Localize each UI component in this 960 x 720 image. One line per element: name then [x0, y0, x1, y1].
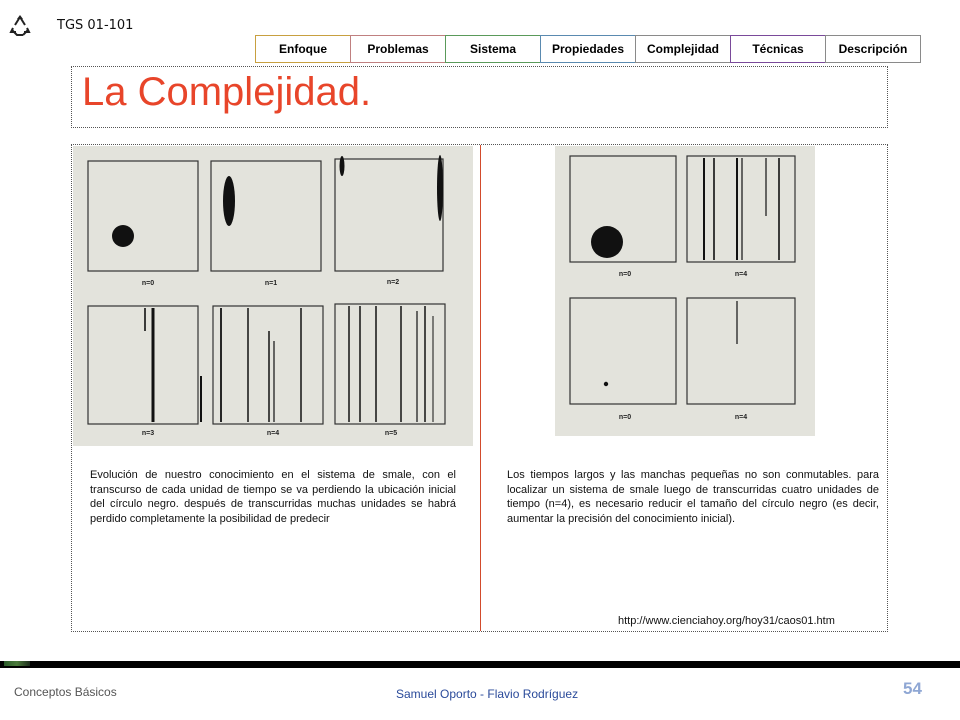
- column-divider: [480, 145, 481, 631]
- page-title: La Complejidad.: [82, 70, 372, 114]
- tab-tecnicas[interactable]: Técnicas: [730, 35, 826, 63]
- figure-label: n=4: [734, 414, 748, 421]
- footer-accent: [4, 661, 30, 666]
- figure-label: n=2: [386, 279, 400, 286]
- footer-authors: Samuel Oporto - Flavio Rodríguez: [396, 687, 579, 701]
- source-link[interactable]: http://www.cienciahoy.org/hoy31/caos01.htm: [618, 615, 835, 627]
- course-code: TGS 01-101: [57, 18, 134, 33]
- figure-label: n=4: [734, 271, 748, 278]
- figure-label: n=3: [141, 430, 155, 437]
- figure-label: n=1: [264, 280, 278, 287]
- precision-comparison-figure: [555, 146, 815, 436]
- figure-label: n=5: [384, 430, 398, 437]
- smale-evolution-figure: [73, 146, 473, 446]
- right-description: Los tiempos largos y las manchas pequeñas no son conmutables. para localizar un sistema de smale luego de transcurridas cuatro unidades de tiempo (n=4), es necesario reducir el tamaño del círculo negro (es decir, aumentar la precisión del conocimiento inicial).: [507, 469, 879, 525]
- stretched-ellipse: [223, 176, 235, 226]
- tab-propiedades[interactable]: Propiedades: [540, 35, 636, 63]
- figure-label: n=0: [618, 271, 632, 278]
- tab-descripcion[interactable]: Descripción: [825, 35, 921, 63]
- black-circle: [112, 225, 134, 247]
- figure-label: n=4: [266, 430, 280, 437]
- figure-label: n=0: [141, 280, 155, 287]
- page-number: 54: [903, 679, 922, 698]
- figure-label: n=0: [618, 414, 632, 421]
- tab-sistema[interactable]: Sistema: [445, 35, 541, 63]
- recycle-icon: [8, 14, 32, 38]
- footer-section-label: Conceptos Básicos: [14, 685, 117, 699]
- tab-enfoque[interactable]: Enfoque: [255, 35, 351, 63]
- tab-complejidad[interactable]: Complejidad: [635, 35, 731, 63]
- section-nav: [256, 35, 921, 65]
- footer-bar: [0, 661, 960, 668]
- tab-problemas[interactable]: Problemas: [350, 35, 446, 63]
- left-description: Evolución de nuestro conocimiento en el sistema de smale, con el transcurso de cada unidad de tiempo se va perdiendo la ubicación inicial del círculo negro. después de transcurridas muchas unidades se habrá perdido completamente la posibilidad de predecir: [90, 469, 456, 525]
